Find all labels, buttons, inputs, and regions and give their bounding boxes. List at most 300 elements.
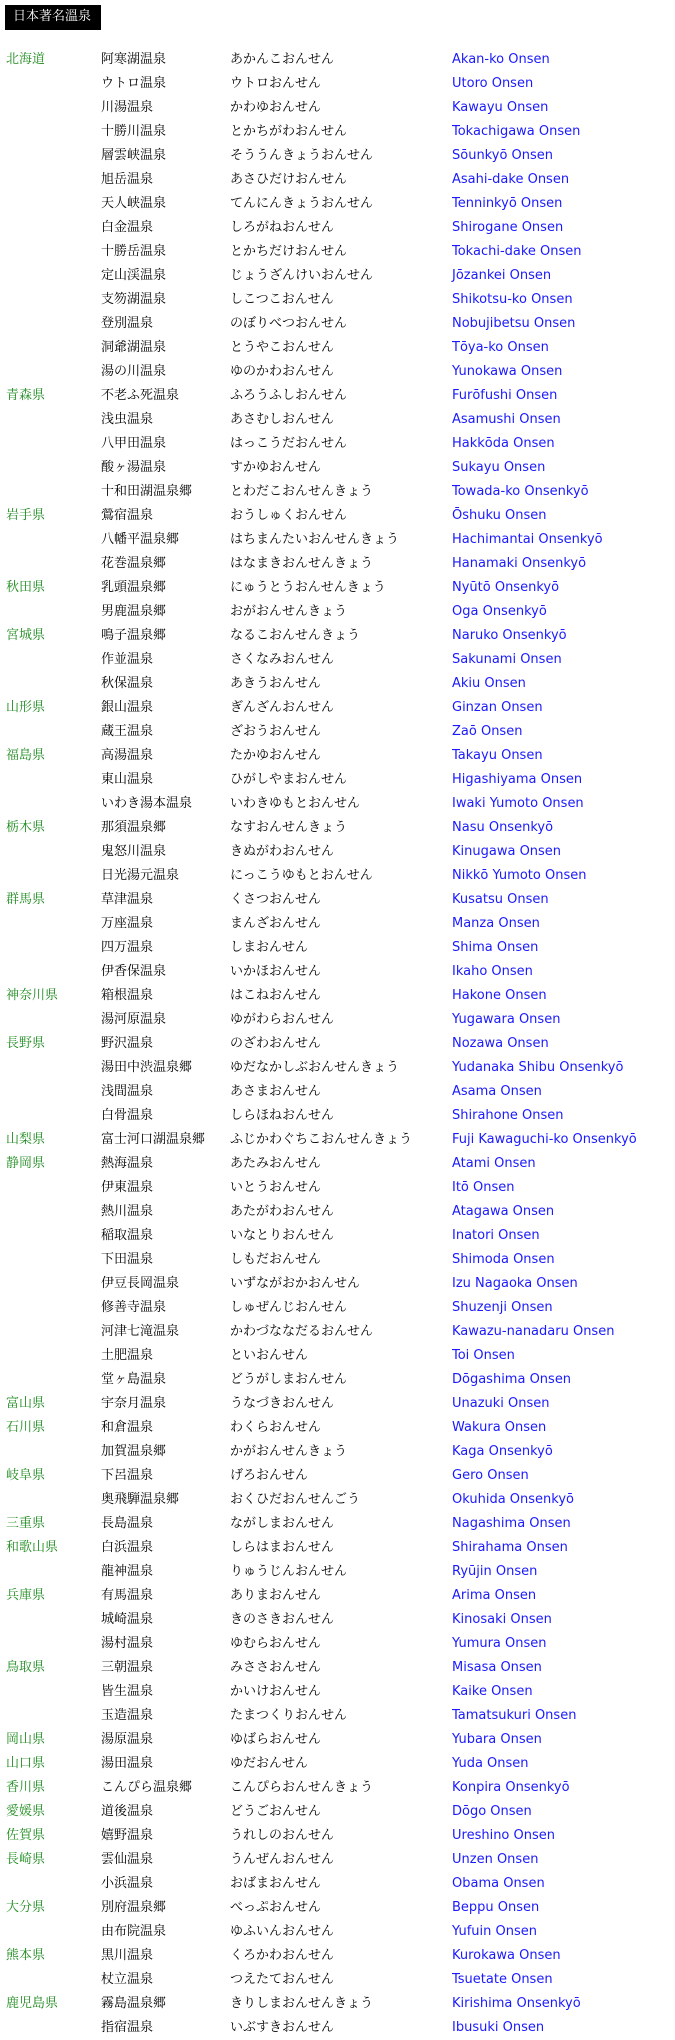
onsen-romaji-link[interactable]: Atagawa Onsen [452, 1204, 555, 1219]
onsen-kana-reading: はちまんたいおんせんきょう [230, 532, 400, 547]
onsen-kana-reading: しゅぜんじおんせん [230, 1300, 348, 1315]
onsen-kana-reading: しらはまおんせん [230, 1540, 335, 1555]
table-row [0, 816, 675, 840]
onsen-kana-reading: ゆむらおんせん [230, 1636, 322, 1651]
onsen-kana-reading: いかほおんせん [230, 964, 322, 979]
table-row [0, 384, 675, 408]
table-row [0, 1920, 675, 1944]
onsen-romaji-link[interactable]: Unazuki Onsen [452, 1396, 550, 1411]
onsen-romaji-link[interactable]: Kirishima Onsenkyō [452, 1996, 581, 2011]
onsen-romaji-link[interactable]: Shirogane Onsen [452, 220, 564, 235]
prefecture-label: 神奈川県 [6, 988, 59, 1003]
table-row [0, 504, 675, 528]
onsen-kana-reading: のぼりべつおんせん [230, 316, 348, 331]
onsen-kanji-name: 定山渓温泉 [101, 268, 167, 283]
table-row [0, 1848, 675, 1872]
prefecture-label: 秋田県 [6, 580, 46, 595]
onsen-romaji-link[interactable]: Shima Onsen [452, 940, 539, 955]
onsen-romaji-link[interactable]: Beppu Onsen [452, 1900, 540, 1915]
onsen-kanji-name: 湯田温泉 [101, 1756, 154, 1771]
onsen-romaji-link[interactable]: Hanamaki Onsenkyō [452, 556, 587, 571]
onsen-romaji-link[interactable]: Sōunkyō Onsen [452, 148, 554, 163]
onsen-romaji-link[interactable]: Hachimantai Onsenkyō [452, 532, 603, 547]
onsen-kana-reading: とかちがわおんせん [230, 124, 348, 139]
onsen-kana-reading: ゆふいんおんせん [230, 1924, 335, 1939]
onsen-kanji-name: 阿寒湖温泉 [101, 52, 167, 67]
onsen-kana-reading: かわづななだるおんせん [230, 1324, 374, 1339]
onsen-kana-reading: きぬがわおんせん [230, 844, 335, 859]
table-row [0, 600, 675, 624]
prefecture-label: 山梨県 [6, 1132, 46, 1147]
onsen-romaji-link[interactable]: Yumura Onsen [452, 1636, 547, 1651]
onsen-kana-reading: どうがしまおんせん [230, 1372, 348, 1387]
onsen-romaji-link[interactable]: Ryūjin Onsen [452, 1564, 538, 1579]
onsen-romaji-link[interactable]: Asama Onsen [452, 1084, 542, 1099]
onsen-romaji-link[interactable]: Konpira Onsenkyō [452, 1780, 570, 1795]
onsen-romaji-link[interactable]: Jōzankei Onsen [452, 268, 552, 283]
onsen-kana-reading: なるこおんせんきょう [230, 628, 361, 643]
onsen-romaji-link[interactable]: Wakura Onsen [452, 1420, 547, 1435]
onsen-kana-reading: たかゆおんせん [230, 748, 322, 763]
onsen-kanji-name: 花巻温泉郷 [101, 556, 167, 571]
onsen-romaji-link[interactable]: Kawayu Onsen [452, 100, 549, 115]
table-row [0, 1152, 675, 1176]
table-row [0, 1464, 675, 1488]
onsen-kanji-name: 那須温泉郷 [101, 820, 167, 835]
table-row [0, 1416, 675, 1440]
onsen-romaji-link[interactable]: Kinosaki Onsen [452, 1612, 552, 1627]
onsen-kana-reading: あたみおんせん [230, 1156, 322, 1171]
onsen-romaji-link[interactable]: Kaike Onsen [452, 1684, 533, 1699]
table-row [0, 768, 675, 792]
onsen-kanji-name: 作並温泉 [101, 652, 154, 667]
table-row [0, 1800, 675, 1824]
onsen-kana-reading: しもだおんせん [230, 1252, 322, 1267]
table-row [0, 144, 675, 168]
table-row [0, 1656, 675, 1680]
onsen-kana-reading: あさひだけおんせん [230, 172, 348, 187]
table-row [0, 1944, 675, 1968]
onsen-romaji-link[interactable]: Tokachigawa Onsen [452, 124, 581, 139]
onsen-romaji-link[interactable]: Akiu Onsen [452, 676, 526, 691]
table-row [0, 1056, 675, 1080]
page-title: 日本著名溫泉 [5, 5, 101, 30]
onsen-romaji-link[interactable]: Ureshino Onsen [452, 1828, 556, 1843]
onsen-romaji-link[interactable]: Sukayu Onsen [452, 460, 546, 475]
table-row [0, 1728, 675, 1752]
onsen-kanji-name: 土肥温泉 [101, 1348, 154, 1363]
onsen-kana-reading: うんぜんおんせん [230, 1852, 335, 1867]
table-row [0, 456, 675, 480]
onsen-kana-reading: あかんこおんせん [230, 52, 335, 67]
prefecture-label: 大分県 [6, 1900, 46, 1915]
onsen-romaji-link[interactable]: Yudanaka Shibu Onsenkyō [452, 1060, 624, 1075]
onsen-romaji-link[interactable]: Inatori Onsen [452, 1228, 540, 1243]
onsen-kanji-name: 城崎温泉 [101, 1612, 154, 1627]
table-row [0, 1512, 675, 1536]
onsen-romaji-link[interactable]: Okuhida Onsenkyō [452, 1492, 574, 1507]
onsen-romaji-link[interactable]: Nagashima Onsen [452, 1516, 571, 1531]
onsen-romaji-link[interactable]: Shirahone Onsen [452, 1108, 564, 1123]
onsen-kana-reading: はなまきおんせんきょう [230, 556, 374, 571]
onsen-romaji-link[interactable]: Akan-ko Onsen [452, 52, 550, 67]
onsen-romaji-link[interactable]: Kinugawa Onsen [452, 844, 562, 859]
table-row [0, 720, 675, 744]
onsen-kana-reading: いぶすきおんせん [230, 2020, 335, 2035]
onsen-kanji-name: 銀山温泉 [101, 700, 154, 715]
onsen-kana-reading: きのさきおんせん [230, 1612, 335, 1627]
onsen-kanji-name: 湯河原温泉 [101, 1012, 167, 1027]
onsen-romaji-link[interactable]: Kawazu-nanadaru Onsen [452, 1324, 615, 1339]
onsen-kanji-name: 男鹿温泉郷 [101, 604, 167, 619]
onsen-romaji-link[interactable]: Arima Onsen [452, 1588, 537, 1603]
table-row [0, 624, 675, 648]
onsen-romaji-link[interactable]: Gero Onsen [452, 1468, 529, 1483]
onsen-kana-reading: はっこうだおんせん [230, 436, 348, 451]
onsen-romaji-link[interactable]: Nyūtō Onsenkyō [452, 580, 560, 595]
onsen-kana-reading: わくらおんせん [230, 1420, 322, 1435]
onsen-romaji-link[interactable]: Towada-ko Onsenkyō [452, 484, 589, 499]
onsen-kanji-name: 修善寺温泉 [101, 1300, 167, 1315]
onsen-kanji-name: 伊東温泉 [101, 1180, 154, 1195]
onsen-kanji-name: 東山温泉 [101, 772, 154, 787]
table-row [0, 1200, 675, 1224]
onsen-kanji-name: 別府温泉郷 [101, 1900, 167, 1915]
onsen-kanji-name: 十和田湖温泉郷 [101, 484, 193, 499]
onsen-romaji-link[interactable]: Zaō Onsen [452, 724, 523, 739]
onsen-kanji-name: 浅虫温泉 [101, 412, 154, 427]
onsen-kanji-name: 三朝温泉 [101, 1660, 154, 1675]
onsen-romaji-link[interactable]: Atami Onsen [452, 1156, 536, 1171]
prefecture-label: 北海道 [6, 52, 46, 67]
prefecture-label: 岐阜県 [6, 1468, 46, 1483]
onsen-kana-reading: ゆばらおんせん [230, 1732, 322, 1747]
onsen-kana-reading: おくひだおんせんごう [230, 1492, 361, 1507]
prefecture-label: 鳥取県 [6, 1660, 46, 1675]
onsen-romaji-link[interactable]: Nasu Onsenkyō [452, 820, 554, 835]
onsen-kana-reading: くさつおんせん [230, 892, 322, 907]
table-row [0, 1104, 675, 1128]
onsen-kanji-name: 雲仙温泉 [101, 1852, 154, 1867]
prefecture-label: 長崎県 [6, 1852, 46, 1867]
table-row [0, 1392, 675, 1416]
table-row [0, 1560, 675, 1584]
onsen-kana-reading: とわだこおんせんきょう [230, 484, 374, 499]
onsen-kanji-name: 鶯宿温泉 [101, 508, 154, 523]
onsen-romaji-link[interactable]: Hakkōda Onsen [452, 436, 555, 451]
onsen-romaji-link[interactable]: Itō Onsen [452, 1180, 515, 1195]
table-row [0, 1752, 675, 1776]
prefecture-label: 香川県 [6, 1780, 46, 1795]
prefecture-label: 石川県 [6, 1420, 46, 1435]
onsen-kanji-name: 野沢温泉 [101, 1036, 154, 1051]
onsen-romaji-link[interactable]: Asahi-dake Onsen [452, 172, 570, 187]
table-row [0, 1344, 675, 1368]
table-row [0, 1584, 675, 1608]
onsen-kana-reading: しらほねおんせん [230, 1108, 335, 1123]
onsen-kana-reading: ざおうおんせん [230, 724, 322, 739]
onsen-kanji-name: 皆生温泉 [101, 1684, 154, 1699]
table-row [0, 744, 675, 768]
onsen-kana-reading: ありまおんせん [230, 1588, 322, 1603]
onsen-romaji-link[interactable]: Ōshuku Onsen [452, 508, 547, 523]
table-row [0, 528, 675, 552]
table-row [0, 696, 675, 720]
table-row [0, 792, 675, 816]
onsen-kana-reading: みささおんせん [230, 1660, 322, 1675]
onsen-kanji-name: 鳴子温泉郷 [101, 628, 167, 643]
onsen-romaji-link[interactable]: Izu Nagaoka Onsen [452, 1276, 578, 1291]
onsen-kana-reading: しまおんせん [230, 940, 309, 955]
table-row [0, 912, 675, 936]
onsen-kanji-name: 秋保温泉 [101, 676, 154, 691]
onsen-kanji-name: 伊香保温泉 [101, 964, 167, 979]
prefecture-label: 長野県 [6, 1036, 46, 1051]
table-row [0, 240, 675, 264]
prefecture-label: 熊本県 [6, 1948, 46, 1963]
table-row [0, 1128, 675, 1152]
onsen-romaji-link[interactable]: Yugawara Onsen [452, 1012, 561, 1027]
onsen-kanji-name: 長島温泉 [101, 1516, 154, 1531]
onsen-romaji-link[interactable]: Shirahama Onsen [452, 1540, 568, 1555]
onsen-romaji-link[interactable]: Kurokawa Onsen [452, 1948, 561, 1963]
onsen-kana-reading: まんざおんせん [230, 916, 322, 931]
onsen-romaji-link[interactable]: Hakone Onsen [452, 988, 547, 1003]
onsen-kana-reading: そううんきょうおんせん [230, 148, 374, 163]
table-row [0, 1488, 675, 1512]
onsen-kanji-name: 箱根温泉 [101, 988, 154, 1003]
prefecture-label: 山形県 [6, 700, 46, 715]
onsen-romaji-link[interactable]: Shuzenji Onsen [452, 1300, 553, 1315]
onsen-romaji-link[interactable]: Higashiyama Onsen [452, 772, 583, 787]
prefecture-label: 青森県 [6, 388, 46, 403]
onsen-romaji-link[interactable]: Misasa Onsen [452, 1660, 542, 1675]
table-row [0, 1632, 675, 1656]
table-row [0, 1176, 675, 1200]
onsen-romaji-link[interactable]: Kaga Onsenkyō [452, 1444, 553, 1459]
onsen-romaji-link[interactable]: Tōya-ko Onsen [452, 340, 549, 355]
table-row [0, 1224, 675, 1248]
onsen-kana-reading: にっこうゆもとおんせん [230, 868, 373, 883]
table-row [0, 936, 675, 960]
table-row [0, 576, 675, 600]
onsen-kana-reading: はこねおんせん [230, 988, 322, 1003]
onsen-romaji-link[interactable]: Dōgashima Onsen [452, 1372, 572, 1387]
onsen-kana-reading: いわきゆもとおんせん [230, 796, 361, 811]
onsen-romaji-link[interactable]: Tenninkyō Onsen [452, 196, 563, 211]
onsen-kana-reading: ながしまおんせん [230, 1516, 335, 1531]
onsen-romaji-link[interactable]: Yunokawa Onsen [452, 364, 563, 379]
onsen-kana-reading: すかゆおんせん [230, 460, 322, 475]
onsen-romaji-link[interactable]: Naruko Onsenkyō [452, 628, 567, 643]
onsen-kanji-name: 小浜温泉 [101, 1876, 154, 1891]
table-row [0, 1248, 675, 1272]
onsen-kana-reading: かわゆおんせん [230, 100, 322, 115]
onsen-romaji-link[interactable]: Tamatsukuri Onsen [452, 1708, 577, 1723]
table-row [0, 1296, 675, 1320]
onsen-romaji-link[interactable]: Shimoda Onsen [452, 1252, 555, 1267]
table-row [0, 1776, 675, 1800]
onsen-kana-reading: おがおんせんきょう [230, 604, 348, 619]
onsen-kanji-name: 稲取温泉 [101, 1228, 154, 1243]
onsen-kana-reading: ゆだなかしぶおんせんきょう [230, 1060, 400, 1075]
onsen-kana-reading: のざわおんせん [230, 1036, 322, 1051]
onsen-kanji-name: 下呂温泉 [101, 1468, 154, 1483]
onsen-kana-reading: ゆのかわおんせん [230, 364, 335, 379]
table-row [0, 168, 675, 192]
prefecture-label: 岩手県 [6, 508, 46, 523]
onsen-kanji-name: 白骨温泉 [101, 1108, 154, 1123]
prefecture-label: 山口県 [6, 1756, 46, 1771]
onsen-kana-reading: どうごおんせん [230, 1804, 322, 1819]
table-row [0, 1320, 675, 1344]
onsen-kana-reading: てんにんきょうおんせん [230, 196, 374, 211]
onsen-romaji-link[interactable]: Sakunami Onsen [452, 652, 562, 667]
onsen-romaji-link[interactable]: Nikkō Yumoto Onsen [452, 868, 587, 883]
onsen-kanji-name: 十勝川温泉 [101, 124, 167, 139]
table-row [0, 888, 675, 912]
onsen-kanji-name: 奥飛騨温泉郷 [101, 1492, 180, 1507]
table-row [0, 408, 675, 432]
onsen-kana-reading: といおんせん [230, 1348, 309, 1363]
prefecture-label: 三重県 [6, 1516, 46, 1531]
onsen-romaji-link[interactable]: Nozawa Onsen [452, 1036, 549, 1051]
onsen-romaji-link[interactable]: Takayu Onsen [452, 748, 543, 763]
onsen-kana-reading: とかちだけおんせん [230, 244, 348, 259]
table-row [0, 360, 675, 384]
table-row [0, 1440, 675, 1464]
onsen-kanji-name: 玉造温泉 [101, 1708, 154, 1723]
prefecture-label: 愛媛県 [6, 1804, 46, 1819]
table-row [0, 2016, 675, 2040]
onsen-kana-reading: べっぷおんせん [230, 1900, 322, 1915]
table-row [0, 72, 675, 96]
prefecture-label: 福島県 [6, 748, 46, 763]
onsen-romaji-link[interactable]: Yubara Onsen [452, 1732, 542, 1747]
onsen-kana-reading: ウトロおんせん [230, 76, 322, 91]
onsen-romaji-link[interactable]: Kusatsu Onsen [452, 892, 549, 907]
table-row [0, 48, 675, 72]
prefecture-label: 岡山県 [6, 1732, 46, 1747]
onsen-kana-reading: こんぴらおんせんきょう [230, 1780, 374, 1795]
table-row [0, 312, 675, 336]
onsen-kanji-name: 湯の川温泉 [101, 364, 167, 379]
onsen-romaji-link[interactable]: Iwaki Yumoto Onsen [452, 796, 584, 811]
onsen-romaji-link[interactable]: Ginzan Onsen [452, 700, 543, 715]
onsen-kanji-name: 天人峡温泉 [101, 196, 167, 211]
onsen-kanji-name: 蔵王温泉 [101, 724, 154, 739]
onsen-kanji-name: 湯村温泉 [101, 1636, 154, 1651]
onsen-romaji-link[interactable]: Toi Onsen [452, 1348, 515, 1363]
prefecture-label: 佐賀県 [6, 1828, 46, 1843]
onsen-kanji-name: 支笏湖温泉 [101, 292, 167, 307]
prefecture-label: 和歌山県 [6, 1540, 59, 1555]
table-row [0, 1368, 675, 1392]
onsen-kanji-name: 指宿温泉 [101, 2020, 154, 2035]
table-row [0, 840, 675, 864]
onsen-kanji-name: 白金温泉 [101, 220, 154, 235]
table-row [0, 1032, 675, 1056]
table-row [0, 1608, 675, 1632]
onsen-kanji-name: 洞爺湖温泉 [101, 340, 167, 355]
table-row [0, 1968, 675, 1992]
table-row [0, 216, 675, 240]
onsen-romaji-link[interactable]: Utoro Onsen [452, 76, 534, 91]
onsen-romaji-link[interactable]: Tsuetate Onsen [452, 1972, 553, 1987]
table-row [0, 1872, 675, 1896]
onsen-kanji-name: 層雲峡温泉 [101, 148, 167, 163]
onsen-romaji-link[interactable]: Ikaho Onsen [452, 964, 533, 979]
onsen-romaji-link[interactable]: Obama Onsen [452, 1876, 545, 1891]
table-row [0, 1824, 675, 1848]
onsen-romaji-link[interactable]: Shikotsu-ko Onsen [452, 292, 573, 307]
onsen-kanji-name: 黒川温泉 [101, 1948, 154, 1963]
table-row [0, 984, 675, 1008]
onsen-kanji-name: 龍神温泉 [101, 1564, 154, 1579]
onsen-romaji-link[interactable]: Nobujibetsu Onsen [452, 316, 576, 331]
onsen-romaji-link[interactable]: Asamushi Onsen [452, 412, 561, 427]
onsen-kanji-name: 旭岳温泉 [101, 172, 154, 187]
onsen-kanji-name: 堂ヶ島温泉 [101, 1372, 167, 1387]
onsen-romaji-link[interactable]: Fuji Kawaguchi-ko Onsenkyō [452, 1132, 637, 1147]
table-row [0, 1080, 675, 1104]
table-row [0, 960, 675, 984]
onsen-romaji-link[interactable]: Furōfushi Onsen [452, 388, 558, 403]
table-row [0, 1704, 675, 1728]
onsen-kanji-name: 由布院温泉 [101, 1924, 167, 1939]
onsen-kana-reading: かがおんせんきょう [230, 1444, 348, 1459]
table-row [0, 288, 675, 312]
onsen-kanji-name: 乳頭温泉郷 [101, 580, 167, 595]
onsen-romaji-link[interactable]: Unzen Onsen [452, 1852, 539, 1867]
onsen-kana-reading: ひがしやまおんせん [230, 772, 348, 787]
onsen-romaji-link[interactable]: Dōgo Onsen [452, 1804, 532, 1819]
onsen-kana-reading: なすおんせんきょう [230, 820, 348, 835]
onsen-romaji-link[interactable]: Yuda Onsen [452, 1756, 529, 1771]
onsen-kana-reading: しろがねおんせん [230, 220, 335, 235]
prefecture-label: 静岡県 [6, 1156, 46, 1171]
onsen-kanji-name: 鬼怒川温泉 [101, 844, 167, 859]
onsen-kanji-name: 八甲田温泉 [101, 436, 167, 451]
onsen-kana-reading: じょうざんけいおんせん [230, 268, 374, 283]
onsen-kanji-name: こんぴら温泉郷 [101, 1780, 193, 1795]
onsen-romaji-link[interactable]: Manza Onsen [452, 916, 540, 931]
onsen-romaji-link[interactable]: Yufuin Onsen [452, 1924, 537, 1939]
onsen-romaji-link[interactable]: Tokachi-dake Onsen [452, 244, 582, 259]
onsen-kanji-name: 不老ふ死温泉 [101, 388, 180, 403]
onsen-kana-reading: かいけおんせん [230, 1684, 322, 1699]
prefecture-label: 兵庫県 [6, 1588, 46, 1603]
table-row [0, 1992, 675, 2016]
onsen-kana-reading: しこつこおんせん [230, 292, 334, 307]
onsen-kanji-name: 四万温泉 [101, 940, 154, 955]
onsen-romaji-link[interactable]: Ibusuki Onsen [452, 2020, 545, 2035]
onsen-kana-reading: げろおんせん [230, 1468, 309, 1483]
onsen-kanji-name: 杖立温泉 [101, 1972, 154, 1987]
onsen-kana-reading: りゅうじんおんせん [230, 1564, 348, 1579]
table-row [0, 1272, 675, 1296]
onsen-romaji-link[interactable]: Oga Onsenkyō [452, 604, 547, 619]
onsen-kana-reading: つえたておんせん [230, 1972, 335, 1987]
onsen-kanji-name: 嬉野温泉 [101, 1828, 154, 1843]
prefecture-label: 富山県 [6, 1396, 46, 1411]
table-row [0, 96, 675, 120]
onsen-kana-reading: ふろうふしおんせん [230, 388, 348, 403]
table-row [0, 1008, 675, 1032]
onsen-kanji-name: ウトロ温泉 [101, 76, 167, 91]
table-row [0, 1896, 675, 1920]
table-row [0, 1536, 675, 1560]
